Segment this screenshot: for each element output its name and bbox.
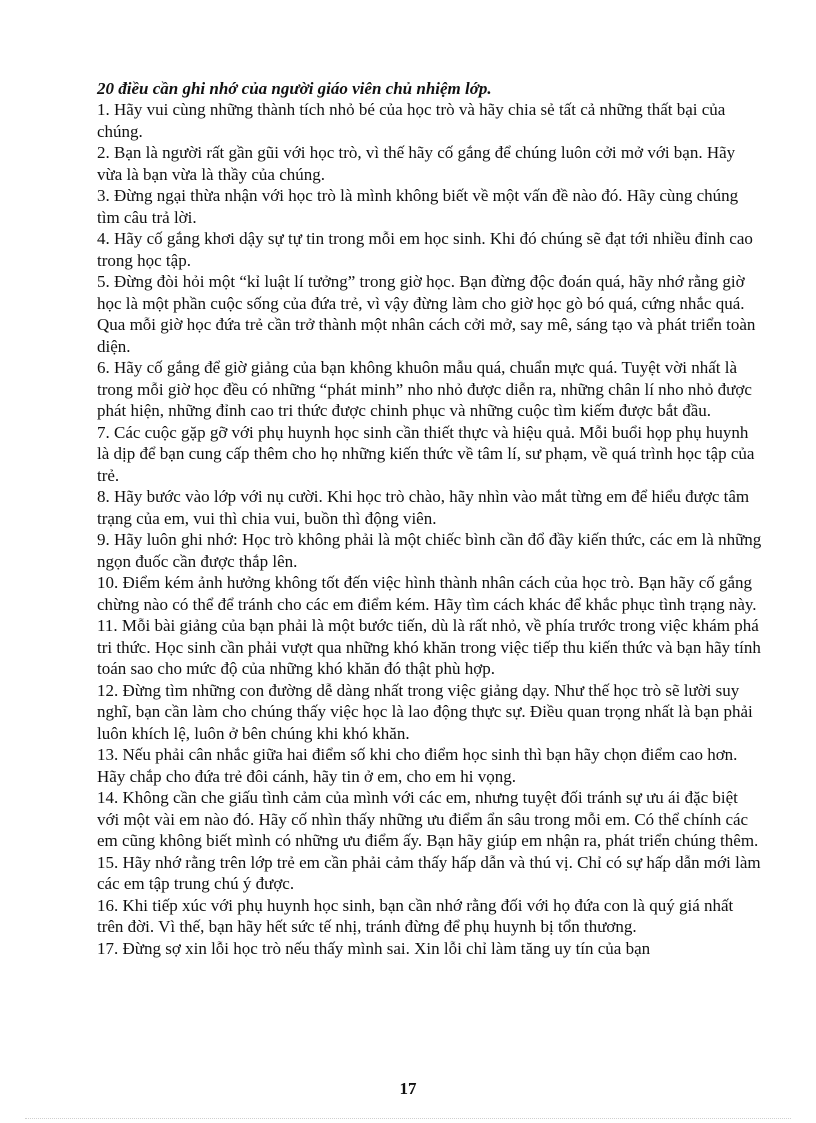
list-item-12: 12. Đừng tìm những con đường dễ dàng nhất trong việc giảng dạy. Như thế học trò sẽ lười suy nghĩ, bạn cần làm cho chúng thấy việc học là lao động thực sự. Điều quan trọng nhất là bạn phải luôn khích lệ, luôn ở bên chúng khi khó khăn. [97, 680, 753, 743]
list-item-5: 5. Đừng đòi hỏi một “kỉ luật lí tưởng” trong giờ học. Bạn đừng độc đoán quá, hãy nhớ rằng giờ học là một phần cuộc sống của đứa trẻ, vì vậy đừng làm cho giờ học gò bó quá, cứng nhắc quá. Qua mỗi giờ học đứa trẻ cần trở thành một nhân cách cởi mở, say mê, sáng tạo và phát triển toàn diện. [97, 272, 756, 356]
page-number: 17 [399, 1079, 417, 1098]
list-item-17: 17. Đừng sợ xin lỗi học trò nếu thấy mình sai. Xin lỗi chỉ làm tăng uy tín của bạn [97, 938, 651, 958]
list-item-1: 1. Hãy vui cùng những thành tích nhỏ bé của học trò và hãy chia sẻ tất cả những thất bại của chúng. [97, 100, 726, 141]
document-page [97, 78, 762, 959]
list-item-15: 15. Hãy nhớ rằng trên lớp trẻ em cần phải cảm thấy hấp dẫn và thú vị. Chỉ có sự hấp dẫn mới làm các em tập trung chú ý được. [97, 852, 761, 893]
document-title: 20 điều cần ghi nhớ của người giáo viên chủ nhiệm lớp. [97, 79, 492, 98]
list-item-10: 10. Điểm kém ảnh hưởng không tốt đến việc hình thành nhân cách của học trò. Bạn hãy cố gắng chừng nào có thể để tránh cho các em điểm kém. Hãy tìm cách khác để khắc phục tình trạng này. [97, 573, 757, 614]
list-item-6: 6. Hãy cố gắng để giờ giảng của bạn không khuôn mẫu quá, chuẩn mực quá. Tuyệt vời nhất là trong mỗi giờ học đều có những “phát minh” nho nhỏ được diễn ra, những chân lí nho nhỏ được phát hiện, những đỉnh cao tri thức được chinh phục và những cuộc tìm kiếm được bắt đầu. [97, 358, 752, 420]
list-item-13: 13. Nếu phải cân nhắc giữa hai điểm số khi cho điểm học sinh thì bạn hãy chọn điểm cao hơn. Hãy chắp cho đứa trẻ đôi cánh, hãy tin ở em, cho em hi vọng. [97, 745, 738, 786]
list-item-11: 11. Mỗi bài giảng của bạn phải là một bước tiến, dù là rất nhỏ, về phía trước trong việc khám phá tri thức. Học sinh cần phải vượt qua những khó khăn trong việc tiếp thu kiến thức và bạn hãy tính toán sao cho mức độ của những khó khăn đó thật phù hợp. [97, 616, 761, 678]
list-item-14: 14. Không cần che giấu tình cảm của mình với các em, nhưng tuyệt đối tránh sự ưu ái đặc biệt với một vài em nào đó. Hãy cố nhìn thấy những ưu điểm ẩn sâu trong mỗi em. Có thể chính các em cũng không biết mình có những ưu điểm ấy. Bạn hãy giúp em nhận ra, phát triển chúng thêm. [97, 788, 759, 850]
list-item-8: 8. Hãy bước vào lớp với nụ cười. Khi học trò chào, hãy nhìn vào mắt từng em để hiểu được tâm trạng của em, vui thì chia vui, buồn thì động viên. [97, 487, 750, 528]
list-item-2: 2. Bạn là người rất gần gũi với học trò, vì thế hãy cố gắng để chúng luôn cởi mở với bạn. Hãy vừa là bạn vừa là thầy của chúng. [97, 143, 736, 184]
page-bottom-divider [25, 1118, 791, 1119]
list-item-9: 9. Hãy luôn ghi nhớ: Học trò không phải là một chiếc bình cần đổ đầy kiến thức, các em là những ngọn đuốc cần được thắp lên. [97, 530, 762, 571]
list-item-7: 7. Các cuộc gặp gỡ với phụ huynh học sinh cần thiết thực và hiệu quả. Mỗi buổi họp phụ huynh là dịp để bạn cung cấp thêm cho họ những kiến thức về tâm lí, sư phạm, về quá trình học tập của trẻ. [97, 422, 755, 485]
list-item-3: 3. Đừng ngại thừa nhận với học trò là mình không biết về một vấn đề nào đó. Hãy cùng chúng tìm câu trả lời. [97, 186, 739, 227]
list-item-4: 4. Hãy cố gắng khơi dậy sự tự tin trong mỗi em học sinh. Khi đó chúng sẽ đạt tới nhiều đỉnh cao trong học tập. [97, 229, 753, 270]
list-item-16: 16. Khi tiếp xúc với phụ huynh học sinh, bạn cần nhớ rằng đối với họ đứa con là quý giá nhất trên đời. Vì thế, bạn hãy hết sức tế nhị, tránh đừng để phụ huynh bị tổn thương. [97, 895, 734, 936]
